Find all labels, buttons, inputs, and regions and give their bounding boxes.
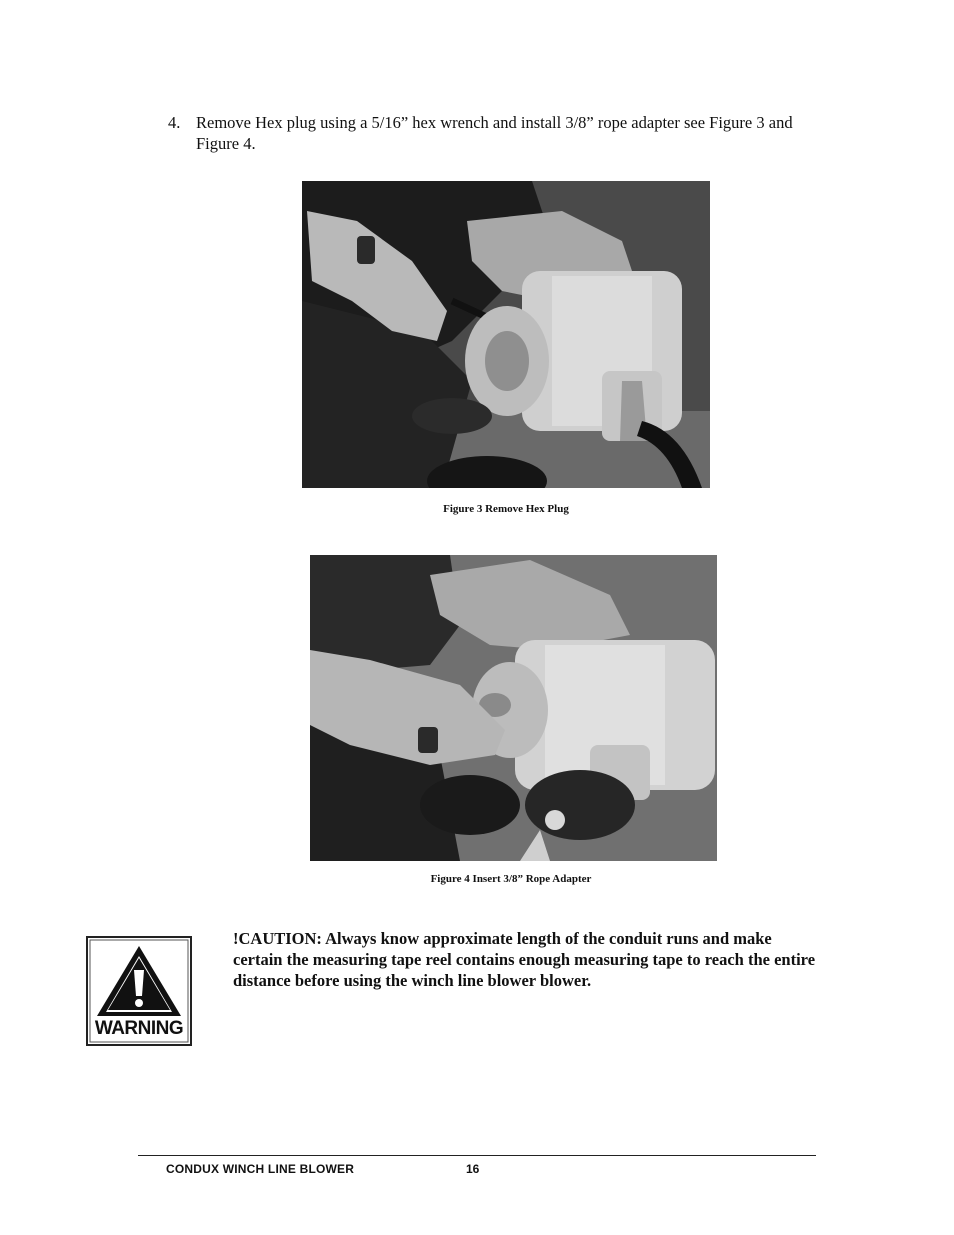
page-number: 16 bbox=[466, 1162, 480, 1176]
step-text: Remove Hex plug using a 5/16” hex wrench and install 3/8” rope adapter see Figure 3 and Figure 4. bbox=[196, 113, 793, 153]
warning-sign bbox=[86, 936, 192, 1046]
warning-sign-label: WARNING bbox=[94, 1018, 184, 1039]
footer-title: CONDUX WINCH LINE BLOWER bbox=[166, 1162, 355, 1176]
figure-3-photo bbox=[302, 181, 710, 488]
footer-divider bbox=[138, 1155, 816, 1156]
figure-3-caption: Figure 3 Remove Hex Plug bbox=[443, 503, 569, 515]
step-number: 4. bbox=[168, 113, 181, 132]
figure-4-photo bbox=[310, 555, 717, 861]
caution-text: !CAUTION: Always know approximate length of the conduit runs and make certain the measuring tape reel contains enough measuring tape to reach the entire distance before using the winch line blower blower. bbox=[233, 929, 816, 990]
figure-4-caption: Figure 4 Insert 3/8” Rope Adapter bbox=[430, 873, 592, 885]
